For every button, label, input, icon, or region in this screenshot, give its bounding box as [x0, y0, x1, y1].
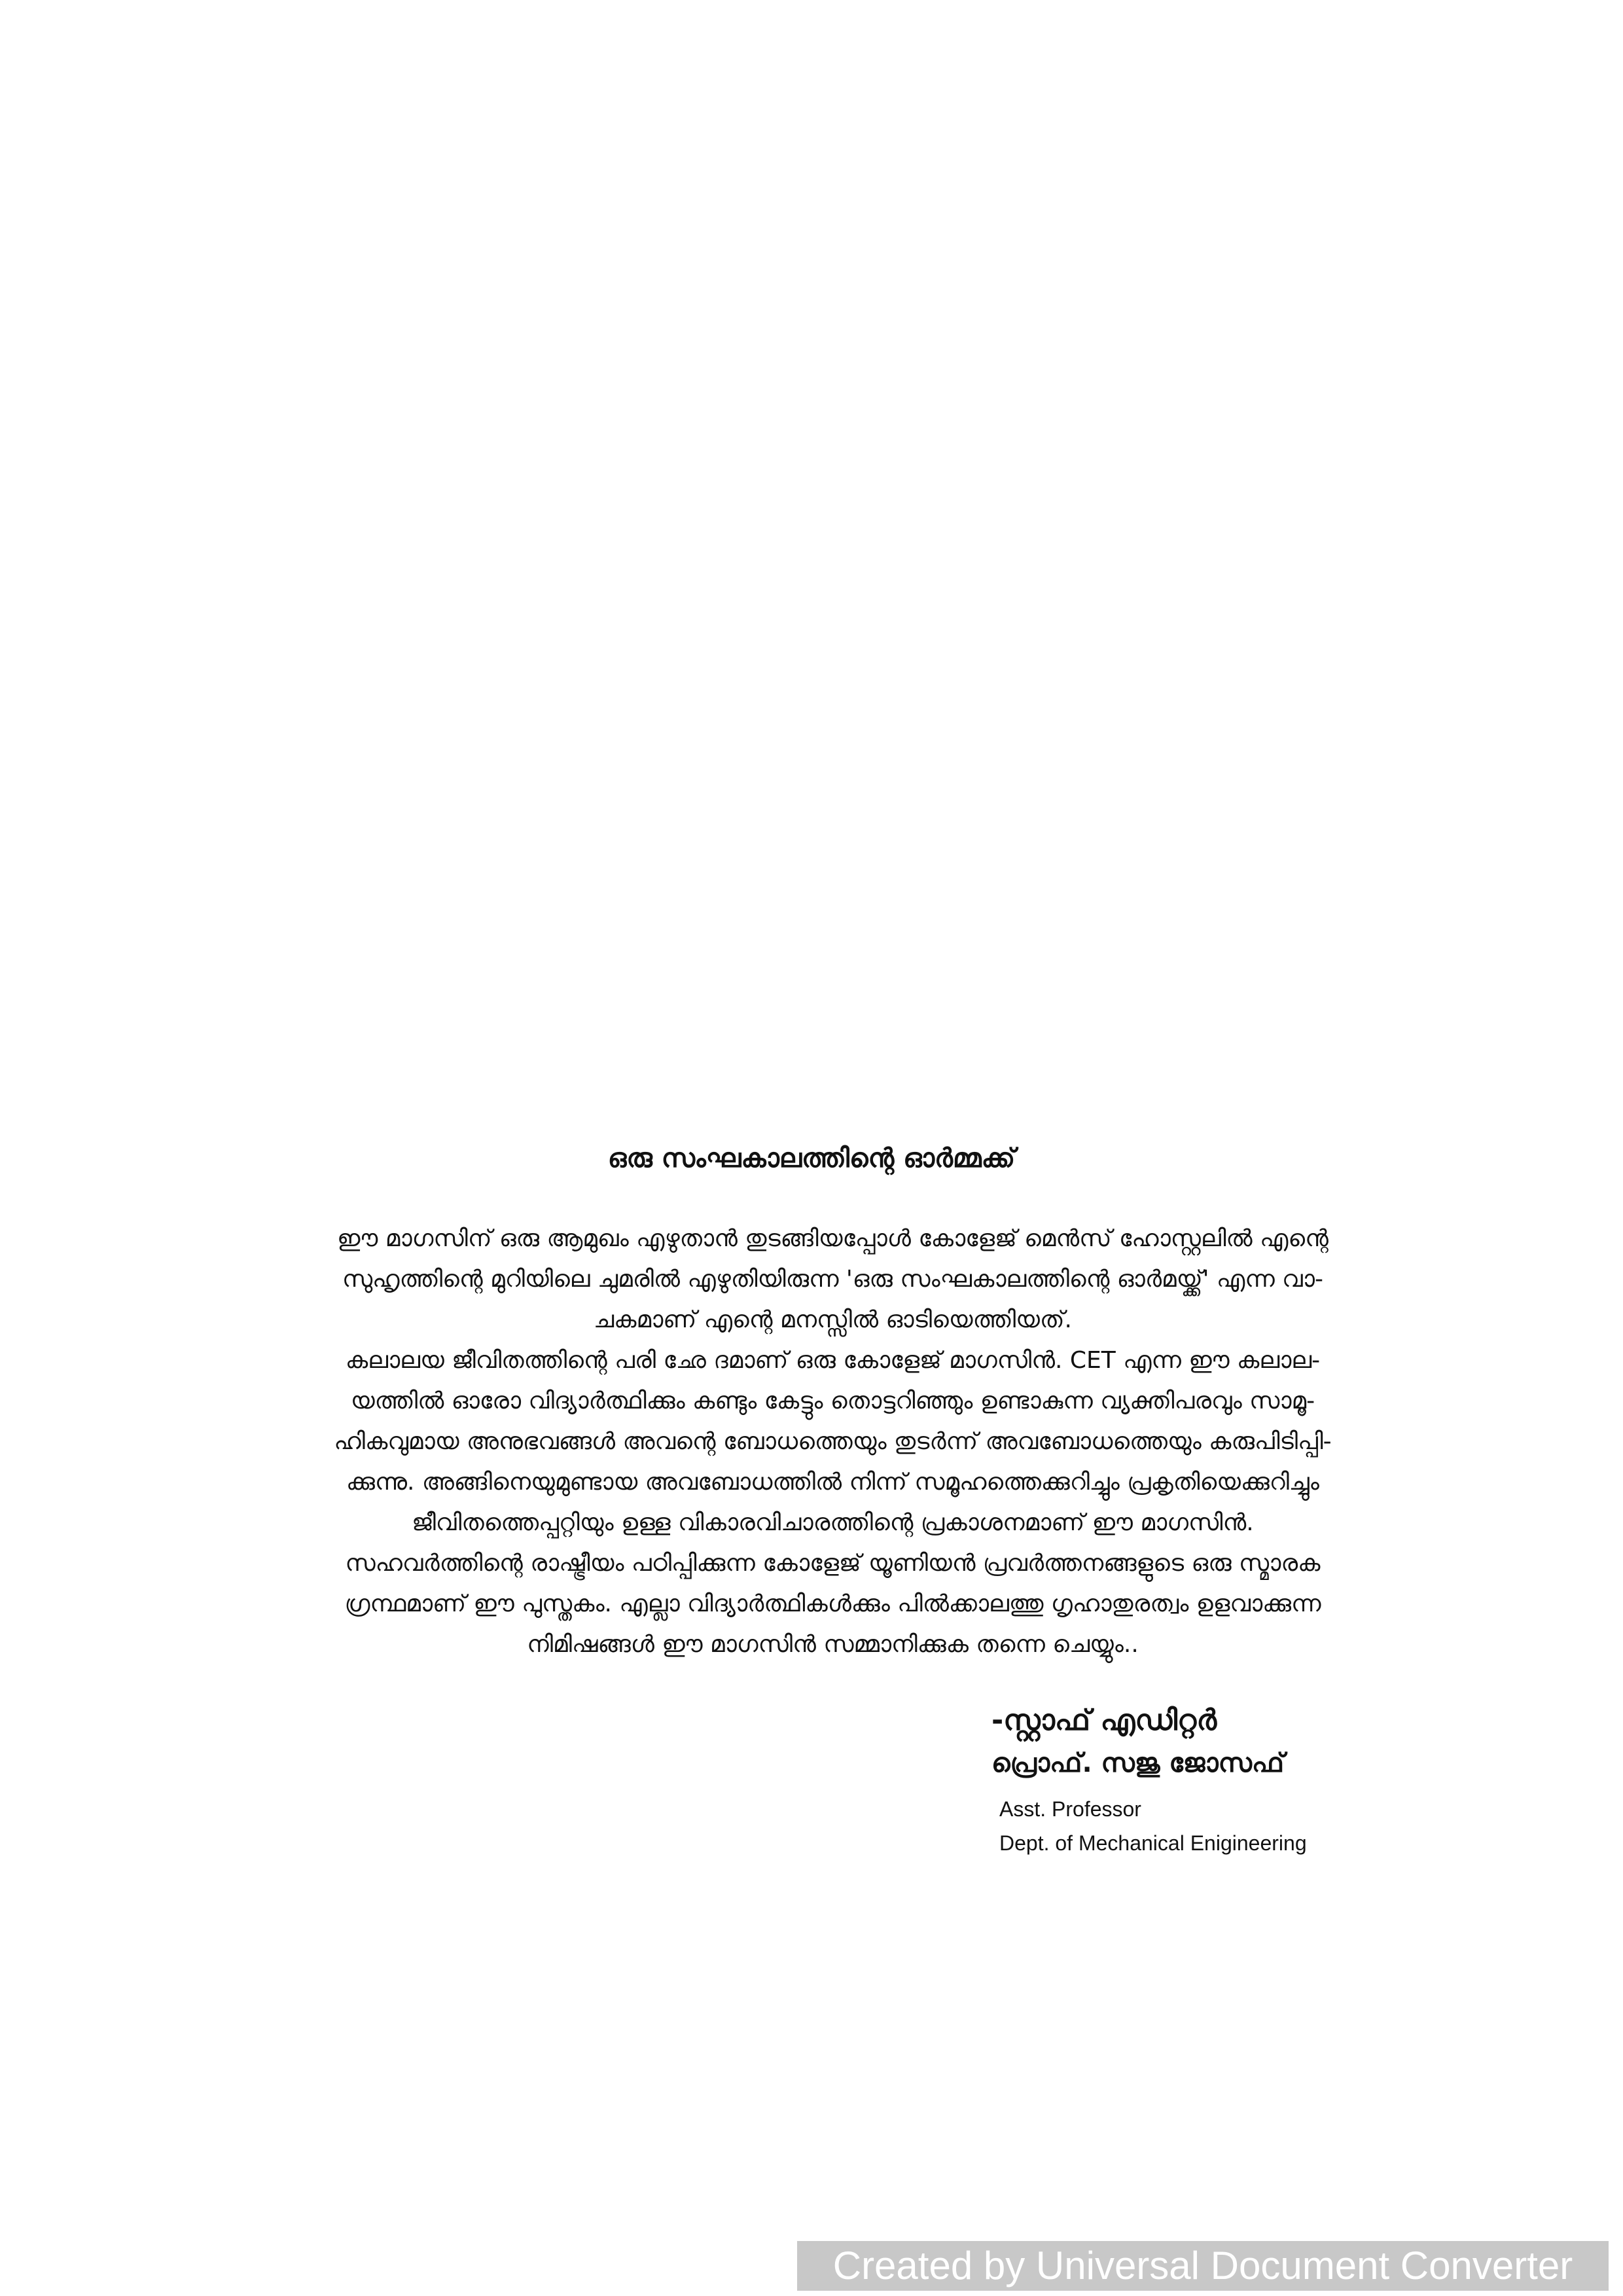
- body-line: ഹികവുമായ അനുഭവങ്ങൾ അവന്റെ ബോധത്തെയും തുടർന്ന് അവബോധത്തെയും കരുപിടിപ്പി-: [334, 1428, 1332, 1455]
- body-line: സുഹൃത്തിന്റെ മുറിയിലെ ചുമരിൽ എഴുതിയിരുന്ന 'ഒരു സംഘകാലത്തിന്റെ ഓർമയ്ക്ക്' എന്ന വാ-: [342, 1266, 1323, 1293]
- body-line: ക്കുന്നു. അങ്ങിനെയുമുണ്ടായ അവബോധത്തിൽ നിന്ന് സമൂഹത്തെക്കുറിച്ചും പ്രകൃതിയെക്കുറിച്ചും: [346, 1469, 1319, 1496]
- body-line: ചകമാണ് എന്റെ മനസ്സിൽ ഓടിയെത്തിയത്.: [594, 1306, 1072, 1333]
- body-line: ജീവിതത്തെപ്പറ്റിയും ഉള്ള വികാരവിചാരത്തിന്റെ പ്രകാശനമാണ് ഈ മാഗസിൻ.: [412, 1509, 1254, 1536]
- signature-block: [991, 1699, 1450, 1860]
- article-title: ഒരു സംഘകാലത്തിന്റെ ഓർമ്മക്ക്: [607, 1143, 1016, 1174]
- body-line: യത്തിൽ ഓരോ വിദ്യാർത്ഥിക്കും കണ്ടും കേട്ടും തൊട്ടറിഞ്ഞും ഉണ്ടാകുന്ന വ്യക്തിപരവും സാമൂ-: [350, 1388, 1315, 1414]
- signature-name: പ്രൊഫ്. സജു ജോസഫ്: [991, 1748, 1285, 1778]
- signature-department: Dept. of Mechanical Enigineering: [999, 1831, 1307, 1855]
- body-line: ഗ്രന്ഥമാണ് ഈ പുസ്തകം. എല്ലാ വിദ്യാർത്ഥികൾക്കും പിൽക്കാലത്തു ഗൃഹാതുരത്വം ഉളവാക്കുന്ന: [344, 1590, 1321, 1617]
- body-line: ഈ മാഗസിന് ഒരു ആമുഖം എഴുതാൻ തുടങ്ങിയപ്പോൾ കോളേജ് മെൻസ് ഹോസ്റ്റലിൽ എന്റെ: [337, 1225, 1329, 1252]
- body-line: കലാലയ ജീവിതത്തിന്റെ പരി ഛേ ദമാണ് ഒരു കോളേജ് മാഗസിൻ. CET എന്ന ഈ കലാല-: [345, 1347, 1321, 1374]
- body-line: സഹവർത്തിന്റെ രാഷ്ട്രീയം പഠിപ്പിക്കുന്ന കോളേജ് യൂണിയൻ പ്രവർത്തനങ്ങളുടെ ഒരു സ്മാരക: [345, 1550, 1321, 1577]
- body-line: നിമിഷങ്ങൾ ഈ മാഗസിൻ സമ്മാനിക്കുക തന്നെ ചെയ്യും..: [527, 1631, 1139, 1658]
- signature-role: -സ്റ്റാഫ് എഡിറ്റർ: [991, 1704, 1217, 1737]
- converter-watermark: Created by Universal Document Converter: [797, 2241, 1609, 2291]
- signature-designation: Asst. Professor: [999, 1797, 1141, 1821]
- article-body: [259, 1219, 1407, 1665]
